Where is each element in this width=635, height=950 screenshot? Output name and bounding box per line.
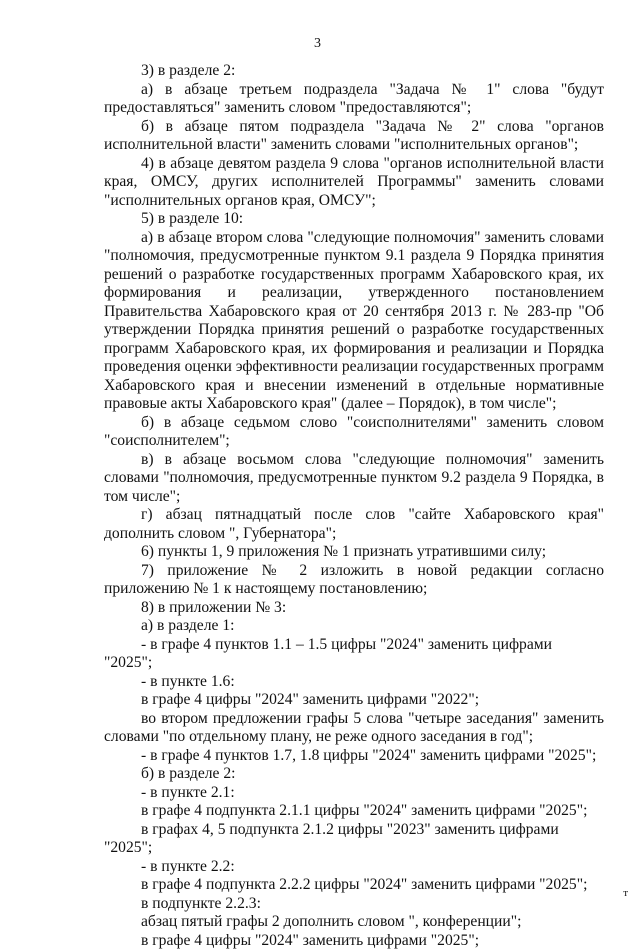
paragraph: в графе 4 цифры "2024" заменить цифрами "2025"; — [104, 932, 604, 950]
paragraph: г) абзац пятнадцатый после слов "сайте Хабаровского края" дополнить словом ", Губернатора"; — [104, 506, 604, 543]
paragraph: в) в абзаце восьмом слова "следующие полномочия" заменить словами "полномочия, предусмотренные пунктом 9.2 раздела 9 Порядка, в том числе"; — [104, 451, 604, 507]
paragraph: в графах 4, 5 подпункта 2.1.2 цифры "2023" заменить цифрами "2025"; — [104, 821, 604, 858]
paragraph: а) в разделе 1: — [104, 617, 604, 636]
paragraph: - в графе 4 пунктов 1.1 – 1.5 цифры "2024" заменить цифрами "2025"; — [104, 636, 604, 673]
corner-mark: т — [623, 887, 628, 899]
paragraph: б) в абзаце пятом подраздела "Задача № 2" слова "органов исполнительной власти" заменить словами "исполнительных органов"; — [104, 118, 604, 155]
page-number: 3 — [0, 36, 635, 52]
paragraph: 3) в разделе 2: — [104, 62, 604, 81]
paragraph: б) в разделе 2: — [104, 765, 604, 784]
paragraph: абзац пятый графы 2 дополнить словом ", конференции"; — [104, 913, 604, 932]
paragraph: 8) в приложении № 3: — [104, 599, 604, 618]
paragraph: а) в абзаце третьем подраздела "Задача № 1" слова "будут предоставляться" заменить словом "предоставляются"; — [104, 81, 604, 118]
paragraph: - в графе 4 пунктов 1.7, 1.8 цифры "2024" заменить цифрами "2025"; — [104, 747, 604, 766]
paragraph: - в пункте 2.1: — [104, 784, 604, 803]
paragraph: во втором предложении графы 5 слова "четыре заседания" заменить словами "по отдельному плану, не реже одного заседания в год"; — [104, 710, 604, 747]
paragraph: 6) пункты 1, 9 приложения № 1 признать утратившими силу; — [104, 543, 604, 562]
paragraph: 7) приложение № 2 изложить в новой редакции согласно приложению № 1 к настоящему постановлению; — [104, 562, 604, 599]
paragraph: - в пункте 2.2: — [104, 858, 604, 877]
paragraph: в графе 4 цифры "2024" заменить цифрами "2022"; — [104, 691, 604, 710]
paragraph: 5) в разделе 10: — [104, 210, 604, 229]
paragraph: а) в абзаце втором слова "следующие полномочия" заменить словами "полномочия, предусмотренные пунктом 9.1 раздела 9 Порядка принятия решений о разработке государственных программ Хабаровского края, их формирования и реализации, утвержденного постановлением Правительства Хабаровского края от 20 сентября 2013 г. № 283-пр "Об утверждении Порядка принятия решений о разработке государственных программ Хабаровского края, их формирования и реализации и Порядка проведения оценки эффективности реализации государственных программ Хабаровского края и внесении изменений в отдельные нормативные правовые акты Хабаровского края" (далее – Порядок), в том числе"; — [104, 229, 604, 414]
document-body — [104, 62, 604, 950]
paragraph: в подпункте 2.2.3: — [104, 895, 604, 914]
paragraph: 4) в абзаце девятом раздела 9 слова "органов исполнительной власти края, ОМСУ, других исполнителей Программы" заменить словами "исполнительных органов края, ОМСУ"; — [104, 155, 604, 211]
paragraph: б) в абзаце седьмом слово "соисполнителями" заменить словом "соисполнителем"; — [104, 414, 604, 451]
paragraph: в графе 4 подпункта 2.2.2 цифры "2024" заменить цифрами "2025"; — [104, 876, 604, 895]
paragraph: в графе 4 подпункта 2.1.1 цифры "2024" заменить цифрами "2025"; — [104, 802, 604, 821]
paragraph: - в пункте 1.6: — [104, 673, 604, 692]
